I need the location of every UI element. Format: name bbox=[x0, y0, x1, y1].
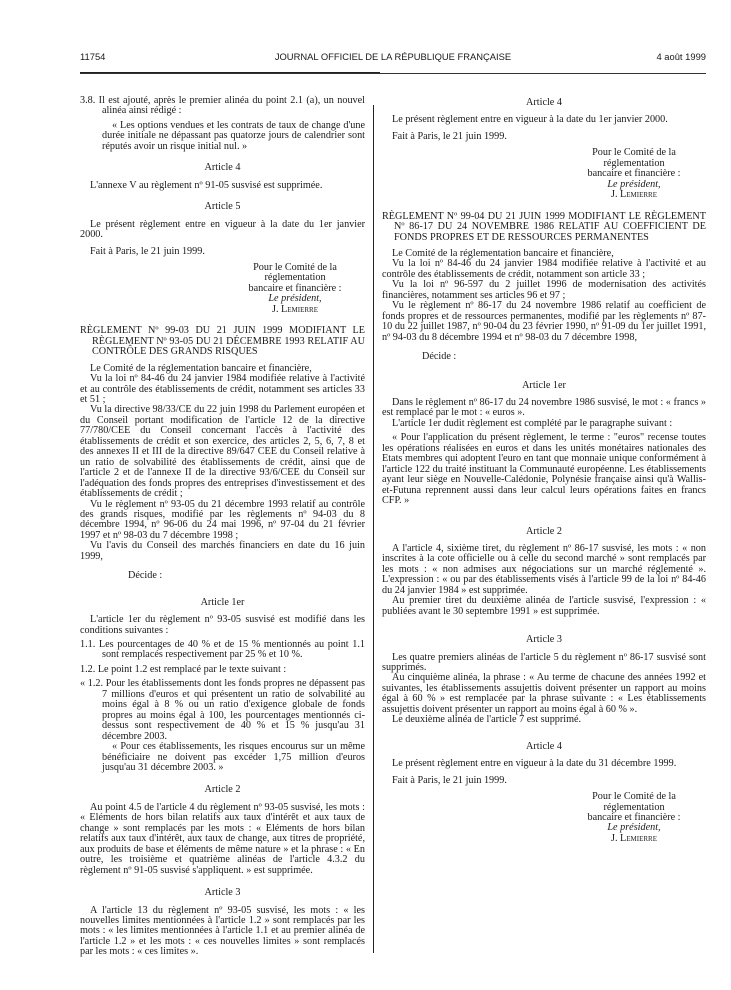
signature-name: J. Lemierre bbox=[610, 189, 657, 201]
signature-line: Pour le Comité de la réglementation bbox=[592, 791, 676, 813]
article-text: Dans le règlement nº 86-17 du 24 novembre 1986 susvisé, le mot : « francs » est remplacé par le mot : « euros ». bbox=[382, 396, 706, 419]
visa: Vu la loi nº 84-46 du 24 janvier 1984 modifiée relative à l'activité et au contrôle des établissements de crédit, notamment son article 33 ; bbox=[382, 258, 706, 280]
point-1-2-quote-b: « Pour ces établissements, les risques encourus sur un même bénéficiaire ne doivent pas excéder 1,75 million d'euros jusqu'au 31 décembre 2003. » bbox=[102, 741, 365, 774]
article-text: Le deuxième alinéa de l'article 7 est supprimé. bbox=[392, 714, 582, 726]
visa: Vu la loi nº 96-597 du 2 juillet 1996 de modernisation des activités financières, notamment ses articles 96 et 97 ; bbox=[382, 279, 706, 301]
visa: Vu le règlement nº 93-05 du 21 décembre 1993 relatif au contrôle des grands risques, modifié par les règlements nº 94-03 du 8 décembre 1994, nº 96-06 du 24 mai 1996, nº 97-04 du 21 février 1997 et nº 98-03 du 7 décembre 1998 ; bbox=[80, 498, 365, 541]
signature-line: bancaire et financière : bbox=[587, 168, 681, 180]
article-text: Le présent règlement entre en vigueur à la date du 1er janvier 2000. bbox=[392, 114, 668, 126]
header-rule bbox=[80, 73, 706, 74]
article-text: Le présent règlement entre en vigueur à la date du 1er janvier 2000. bbox=[80, 218, 365, 241]
visa: Le Comité de la réglementation bancaire et financière, bbox=[90, 362, 312, 374]
article-heading: Article 3 bbox=[204, 887, 241, 899]
article-text: A l'article 4, sixième tiret, du règlement nº 86-17 susvisé, les mots : « non inscrites à la cote officielle ou à celle du second marché » sont remplacés par les mots : « non admises aux négociations sur un marché réglementé ». L'expression : « ou par des établissements visés à l'article 99 de la loi nº 84-46 du 24 janvier 1984 » est supprimée. bbox=[382, 542, 706, 596]
page-number: 11754 bbox=[80, 51, 106, 62]
article-heading: Article 5 bbox=[204, 201, 241, 213]
signature-role: Le président, bbox=[607, 822, 661, 834]
signature-line: Pour le Comité de la réglementation bbox=[592, 147, 676, 169]
article-heading: Article 4 bbox=[204, 162, 241, 174]
signature-line: bancaire et financière : bbox=[248, 282, 342, 294]
article-quote: « Pour l'application du présent règlement, le terme : "euros" recense toutes les opérations réalisées en euros et dans les unités monétaires nationales des Etats membres qui adoptent l'euro en tant que monnaie unique conformément à l'article 122 du traité instituant la Communauté européenne. Les établissements ayant leur siège en Nouvelle-Calédonie, Polynésie française ainsi qu'à Wallis-et-Futuna reprennent aussi dans leur calcul leurs opérations faites en francs CFP. » bbox=[382, 432, 706, 507]
decide: Décide : bbox=[422, 351, 457, 363]
article-heading: Article 4 bbox=[526, 740, 562, 752]
signature-block bbox=[562, 792, 706, 844]
page-header bbox=[80, 51, 706, 65]
article-heading: Article 1er bbox=[522, 379, 566, 391]
signature-role: Le président, bbox=[607, 178, 661, 190]
signature-role: Le président, bbox=[268, 293, 322, 305]
regulation-title: RÈGLEMENT Nº 99-03 DU 21 JUIN 1999 MODIFIANT LE RÈGLEMENT Nº 93-05 DU 21 DÉCEMBRE 1993 RELATIF AU CONTRÔLE DES GRANDS RISQUES bbox=[80, 325, 365, 358]
visa: Vu la directive 98/33/CE du 22 juin 1998 du Parlement européen et du Conseil portant modification de l'article 12 de la directive 77/780/CEE du Conseil concernant l'accès à l'activité des établissements de crédit et son exercice, des articles 2, 5, 6, 7, 8 et des annexes II et III de la directive 89/647 CEE du Conseil relative à un ratio de solvabilité des établissements de crédit, ainsi que de l'article 2 et de l'annexe II de la directive 93/6/CEE du Conseil sur l'adéquation des fonds propres des entreprises d'investissement et des établissements de crédit ; bbox=[80, 404, 365, 500]
visa: Vu la loi nº 84-46 du 24 janvier 1984 modifiée relative à l'activité et au contrôle des établissements de crédit, notamment ses articles 33 et 51 ; bbox=[80, 373, 365, 405]
issue-date: 4 août 1999 bbox=[656, 51, 706, 62]
place-date: Fait à Paris, le 21 juin 1999. bbox=[392, 130, 507, 142]
place-date: Fait à Paris, le 21 juin 1999. bbox=[90, 245, 205, 257]
article-heading: Article 1er bbox=[200, 596, 245, 608]
visa: Vu le règlement nº 86-17 du 24 novembre 1986 relatif au coefficient de fonds propres et de ressources permanentes, modifié par les règlements nº 87-10 du 22 juillet 1987, nº 90-04 du 23 février 1990, nº 91-09 du 1er juillet 1991, nº 94-03 du 8 décembre 1994 et nº 98-03 du 7 décembre 1998, bbox=[382, 300, 706, 343]
signature-block bbox=[225, 263, 365, 315]
left-column bbox=[80, 96, 365, 958]
article-heading: Article 3 bbox=[526, 634, 562, 646]
right-column bbox=[382, 96, 706, 844]
visa: Le Comité de la réglementation bancaire et financière, bbox=[392, 247, 614, 259]
regulation-title: RÈGLEMENT Nº 99-04 DU 21 JUIN 1999 MODIFIANT LE RÈGLEMENT Nº 86-17 DU 24 NOVEMBRE 1986 RELATIF AU COEFFICIENT DE FONDS PROPRES ET DE RESSOURCES PERMANENTES bbox=[382, 210, 706, 243]
signature-line: Pour le Comité de la réglementation bbox=[253, 261, 337, 284]
article-text: Au cinquième alinéa, la phrase : « Au terme de chacune des années 1992 et suivantes, les établissements assujettis doivent présenter un rapport au moins égal à 60 % » est remplacée par la phrase suivante : « Les établissements assujettis doivent présenter un rapport au moins égal à 60 % ». bbox=[382, 672, 706, 715]
article-text: A l'article 13 du règlement nº 93-05 susvisé, les mots : « les nouvelles limites mentionnées à l'article 1.2 » sont remplacés par les mots : « les limites mentionnées à l'article 1.1 et au premier alinéa de l'article 1.2 » et les mots : « ces nouvelles limites » sont remplacés par les mots : « ces limites ». bbox=[80, 904, 365, 958]
journal-title: JOURNAL OFFICIEL DE LA RÉPUBLIQUE FRANÇAISE bbox=[274, 51, 512, 62]
signature-block bbox=[562, 148, 706, 200]
signature-line: bancaire et financière : bbox=[587, 812, 681, 824]
article-text: Les quatre premiers alinéas de l'article 5 du règlement nº 86-17 susvisé sont supprimés. bbox=[382, 651, 706, 674]
visa: Vu l'avis du Conseil des marchés financiers en date du 16 juin 1999, bbox=[80, 540, 365, 562]
point-3-8: 3.8. Il est ajouté, après le premier alinéa du point 2.1 (a), un nouvel alinéa ainsi rédigé : bbox=[80, 95, 365, 117]
article-text: L'article 1er dudit règlement est complété par le paragraphe suivant : bbox=[392, 417, 673, 429]
article-heading: Article 2 bbox=[204, 784, 241, 796]
article-heading: Article 2 bbox=[526, 525, 562, 537]
column-divider bbox=[373, 105, 374, 953]
point-1-2-quote: « 1.2. Pour les établissements dont les fonds propres ne dépassent pas 7 millions d'euros et qui présentent un ratio de solvabilité au moins égal à 8 % ou un ratio d'exigence globale de fonds propres au moins égal à 100, les pourcentages mentionnés ci-dessus sont respectivement de 40 % et 15 % jusqu'au 31 décembre 2003. bbox=[80, 678, 365, 742]
place-date: Fait à Paris, le 21 juin 1999. bbox=[392, 774, 507, 786]
article-text: Le présent règlement entre en vigueur à la date du 31 décembre 1999. bbox=[392, 758, 677, 770]
article-text: Au point 4.5 de l'article 4 du règlement nº 93-05 susvisé, les mots : « Eléments de hors bilan relatifs aux taux d'intérêt et aux taux de change » sont remplacés par les mots : « Eléments de hors bilan relatifs aux taux d'intérêt, aux taux de change, aux titres de propriété, aux produits de base et éléments de même nature » et la phrase : « En outre, les troisième et quatrième alinéas de l'article 4.3.2 du règlement nº 91-05 susvisé s'appliquent. » est supprimée. bbox=[80, 801, 365, 876]
article-heading: Article 4 bbox=[526, 97, 562, 108]
article-text: L'article 1er du règlement nº 93-05 susvisé est modifié dans les conditions suivantes : bbox=[80, 614, 365, 636]
signature-name: J. Lemierre bbox=[271, 303, 318, 315]
point-1-1: 1.1. Les pourcentages de 40 % et de 15 % mentionnés au point 1.1 sont remplacés respectivement par 25 % et 10 %. bbox=[80, 639, 365, 661]
article-text: L'annexe V au règlement nº 91-05 susvisé est supprimée. bbox=[90, 179, 323, 191]
signature-name: J. Lemierre bbox=[610, 832, 657, 844]
point-1-2: 1.2. Le point 1.2 est remplacé par le texte suivant : bbox=[80, 663, 287, 675]
article-text: Au premier tiret du deuxième alinéa de l'article susvisé, l'expression : « publiées avant le 30 septembre 1991 » est supprimée. bbox=[382, 595, 706, 617]
point-3-8-quote: « Les options vendues et les contrats de taux de change d'une durée initiale ne dépassant pas quatorze jours de calendrier sont réputés avoir un risque initial nul. » bbox=[102, 119, 365, 152]
decide: Décide : bbox=[128, 570, 163, 582]
